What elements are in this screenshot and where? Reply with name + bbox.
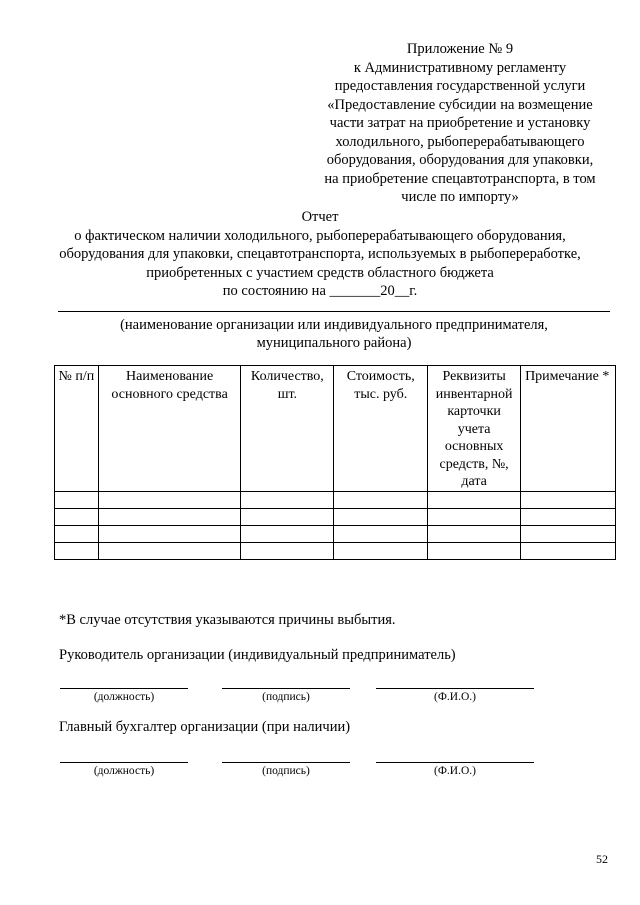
table-cell[interactable] [241,508,334,525]
report-subtitle-line: о фактическом наличии холодильного, рыбоперерабатывающего оборудования, [74,227,566,244]
table-row [55,525,616,542]
table-row [55,508,616,525]
appendix-line: на приобретение спецавтотранспорта, в том [324,170,596,187]
organization-caption-line: муниципального района) [256,335,412,351]
report-subtitle-line: приобретенных с участием средств областного бюджета [146,264,494,281]
equipment-table [54,365,616,560]
table-cell[interactable] [521,525,616,542]
caption-position: (должность) [93,691,155,703]
column-header-number: № п/п [55,366,99,492]
appendix-line: оборудования, оборудования для упаковки, [326,152,594,168]
table-cell[interactable] [55,542,99,559]
signature-line-full-name[interactable] [376,762,534,763]
table-header-row [55,366,616,492]
caption-signature: (подпись) [262,691,310,703]
table-cell[interactable] [55,508,99,525]
appendix-title: Приложение № 9 [406,41,514,57]
footnote: *В случае отсутствия указываются причины выбытия. [59,612,396,628]
table-cell[interactable] [428,542,521,559]
report-title: Отчет [301,209,339,225]
page-number: 52 [596,852,608,866]
appendix-line: «Предоставление субсидии на возмещение [327,96,593,113]
table-cell[interactable] [241,491,334,508]
signature-line-position[interactable] [60,762,188,763]
table-cell[interactable] [334,508,428,525]
table-cell[interactable] [521,542,616,559]
table-cell[interactable] [428,525,521,542]
signature-line-signature[interactable] [222,762,350,763]
table-cell[interactable] [428,491,521,508]
organization-caption-line: (наименование организации или индивидуального предпринимателя, [120,317,548,333]
appendix-header [300,40,620,207]
appendix-line: части затрат на приобретение и установку [329,115,591,131]
table-cell[interactable] [98,508,241,525]
appendix-line: числе по импорту» [401,189,519,205]
signer-title-head: Руководитель организации (индивидуальный предприниматель) [59,647,456,663]
caption-signature: (подпись) [262,765,310,777]
appendix-line: холодильного, рыбоперерабатывающего [335,133,585,150]
table-cell[interactable] [55,491,99,508]
table-cell[interactable] [241,525,334,542]
table-row [55,491,616,508]
organization-name-line[interactable] [58,311,610,312]
column-header-name: Наименование основного средства [98,366,241,492]
table-cell[interactable] [98,542,241,559]
table-cell[interactable] [98,525,241,542]
caption-full-name: (Ф.И.О.) [434,691,476,703]
table-cell[interactable] [521,491,616,508]
table-cell[interactable] [428,508,521,525]
table-cell[interactable] [521,508,616,525]
table-cell[interactable] [334,525,428,542]
table-cell[interactable] [241,542,334,559]
report-subtitle-line: оборудования для упаковки, спецавтотранспорта, используемых в рыбопереработке, [59,246,581,262]
caption-full-name: (Ф.И.О.) [434,765,476,777]
caption-position: (должность) [93,765,155,777]
report-heading [40,208,600,301]
column-header-cost: Стоимость, тыс. руб. [334,366,428,492]
table-cell[interactable] [334,491,428,508]
organization-caption [58,316,610,352]
appendix-line: к Административному регламенту [353,59,567,76]
table-cell[interactable] [98,491,241,508]
signature-line-full-name[interactable] [376,688,534,689]
table-row [55,542,616,559]
signer-title-accountant: Главный бухгалтер организации (при наличии) [59,719,351,735]
table-cell[interactable] [55,525,99,542]
report-date-line: по состоянию на _______20__г. [222,283,418,299]
table-cell[interactable] [334,542,428,559]
column-header-note: Примечание * [521,366,616,492]
signature-line-position[interactable] [60,688,188,689]
appendix-line: предоставления государственной услуги [334,78,586,94]
column-header-inventory-card: Реквизиты инвентарной карточки учета основных средств, №, дата [428,366,521,492]
signature-line-signature[interactable] [222,688,350,689]
column-header-quantity: Количество, шт. [241,366,334,492]
